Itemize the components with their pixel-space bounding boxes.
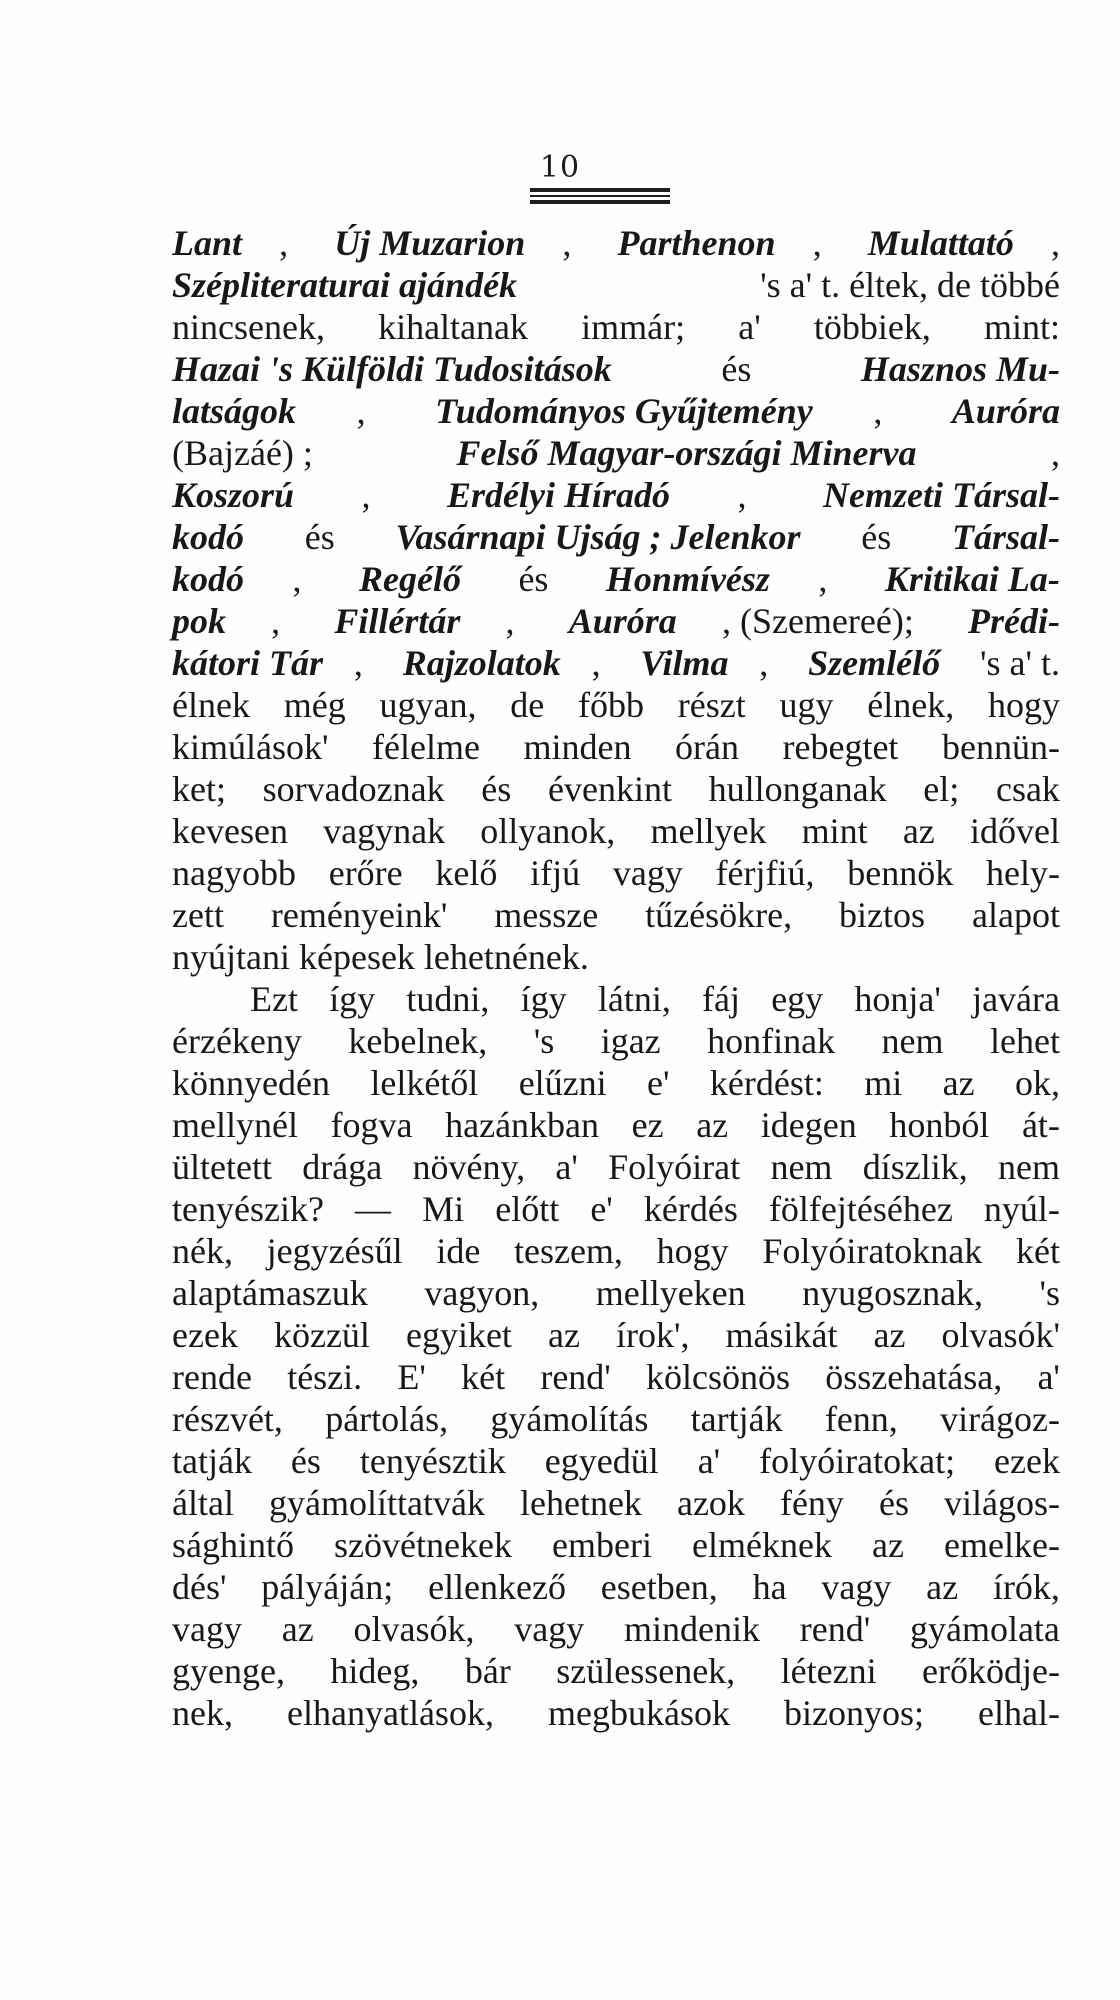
word: részt bbox=[677, 685, 746, 725]
text-segment bbox=[172, 1272, 1060, 1314]
text-segment: , bbox=[591, 643, 610, 683]
word: élnek bbox=[172, 685, 250, 725]
word: fenn, bbox=[824, 1399, 898, 1439]
word: és bbox=[481, 769, 512, 809]
header-rule bbox=[530, 195, 670, 197]
word: élnek, bbox=[867, 685, 955, 725]
text-line bbox=[172, 1566, 1060, 1608]
journal-title: pok bbox=[172, 601, 226, 641]
word: hogy bbox=[656, 1231, 729, 1271]
text-segment bbox=[172, 306, 1060, 348]
word: a' bbox=[555, 1147, 578, 1187]
word: honja' bbox=[854, 979, 941, 1019]
word: tudni, bbox=[406, 979, 490, 1019]
word: vagy bbox=[612, 853, 683, 893]
word: lelkétől bbox=[370, 1063, 479, 1103]
text-segment: , bbox=[356, 391, 375, 431]
text-segment bbox=[172, 1356, 1060, 1398]
text-segment bbox=[172, 1608, 1060, 1650]
word: — bbox=[355, 1189, 392, 1229]
journal-title: Szépliteraturai ajándék bbox=[172, 265, 518, 305]
word: részvét, bbox=[172, 1399, 283, 1439]
text-line bbox=[172, 684, 1060, 726]
text-segment bbox=[172, 726, 1060, 768]
word: Folyóiratoknak bbox=[762, 1231, 983, 1271]
word: teszem, bbox=[513, 1231, 623, 1271]
word: így bbox=[520, 979, 567, 1019]
word: hely- bbox=[985, 853, 1060, 893]
text-segment bbox=[172, 1188, 1060, 1230]
word: és bbox=[878, 1483, 909, 1523]
page-number: 10 bbox=[539, 150, 581, 185]
word: növény, bbox=[412, 1147, 526, 1187]
word: gyámolata bbox=[909, 1609, 1060, 1649]
word: tenyészik? bbox=[172, 1189, 324, 1229]
word: nagyobb bbox=[172, 853, 296, 893]
word: rend' bbox=[799, 1609, 871, 1649]
text-line bbox=[172, 852, 1060, 894]
word: így bbox=[329, 979, 376, 1019]
text-line bbox=[172, 1608, 1060, 1650]
word: emelke- bbox=[944, 1525, 1060, 1565]
journal-title: Nemzeti Társal- bbox=[823, 475, 1060, 515]
text-segment bbox=[172, 852, 1060, 894]
text-line bbox=[172, 1356, 1060, 1398]
text-line bbox=[172, 1692, 1060, 1734]
text-line bbox=[172, 768, 1060, 810]
word: ellenkező bbox=[428, 1567, 566, 1607]
journal-title: latságok bbox=[172, 391, 297, 431]
word: azok bbox=[676, 1483, 745, 1523]
text-segment: 's a' t. bbox=[970, 643, 1060, 683]
journal-title: Szemlélő bbox=[808, 643, 941, 683]
word: a' bbox=[738, 307, 761, 347]
word: nincsenek, bbox=[172, 307, 325, 347]
word: az bbox=[696, 1105, 729, 1145]
text-line bbox=[172, 558, 1060, 600]
text-segment: 's a' t. éltek, de többé bbox=[751, 265, 1060, 305]
text-line bbox=[172, 1398, 1060, 1440]
word: világos- bbox=[944, 1483, 1060, 1523]
journal-title: Honmívész bbox=[605, 559, 770, 599]
word: előtt bbox=[495, 1189, 560, 1229]
word: erőre bbox=[328, 853, 403, 893]
word: vagy bbox=[821, 1567, 892, 1607]
word: ezek bbox=[172, 1315, 238, 1355]
text-segment: , (Szemereé); bbox=[721, 601, 923, 641]
word: ha bbox=[752, 1567, 787, 1607]
word: fogva bbox=[330, 1105, 413, 1145]
journal-title: Hasznos Mu- bbox=[860, 349, 1060, 389]
text-segment: , bbox=[353, 643, 372, 683]
word: nek, bbox=[172, 1693, 233, 1733]
word: elhanyatlások, bbox=[287, 1693, 494, 1733]
word: a' bbox=[697, 1441, 721, 1481]
text-segment: (Bajzáé) ; bbox=[172, 433, 322, 473]
word: szövétnekek bbox=[334, 1525, 512, 1565]
word: nyugosznak, bbox=[802, 1273, 984, 1313]
word: Ezt bbox=[250, 979, 298, 1019]
word: ez bbox=[631, 1105, 664, 1145]
word: mint bbox=[801, 811, 868, 851]
word: e' bbox=[590, 1189, 613, 1229]
word: két bbox=[1015, 1231, 1060, 1271]
text-line bbox=[172, 978, 1060, 1020]
journal-title: Vilma bbox=[640, 643, 729, 683]
journal-title: kátori Tár bbox=[172, 643, 324, 683]
journal-title: Mulattató bbox=[867, 223, 1014, 263]
word: kebelnek, bbox=[348, 1021, 488, 1061]
text-segment bbox=[172, 1524, 1060, 1566]
text-line bbox=[172, 726, 1060, 768]
word: hideg, bbox=[330, 1651, 420, 1691]
word: hazánkban bbox=[445, 1105, 600, 1145]
word: az bbox=[873, 1315, 906, 1355]
word: honfinak bbox=[707, 1021, 836, 1061]
word: honból bbox=[889, 1105, 990, 1145]
text-segment: , bbox=[271, 601, 290, 641]
word: kölcsönös bbox=[646, 1357, 791, 1397]
word: hogy bbox=[987, 685, 1060, 725]
text-line bbox=[172, 348, 1060, 390]
text-segment bbox=[172, 1482, 1060, 1524]
word: könnyedén bbox=[172, 1063, 330, 1103]
word: fölfejtéséhez bbox=[768, 1189, 953, 1229]
word: mellyeken bbox=[595, 1273, 746, 1313]
text-segment: és bbox=[295, 517, 344, 557]
journal-title: Felső Magyar-országi Minerva bbox=[456, 433, 917, 473]
text-line bbox=[172, 1440, 1060, 1482]
word: mi bbox=[864, 1063, 903, 1103]
word: megbukások bbox=[547, 1693, 730, 1733]
word: sághintő bbox=[172, 1525, 294, 1565]
word: kérdés bbox=[643, 1189, 738, 1229]
text-segment bbox=[172, 1650, 1060, 1692]
word: pályáján; bbox=[261, 1567, 394, 1607]
word: hullonganak bbox=[708, 769, 887, 809]
text-segment: , bbox=[1050, 223, 1060, 263]
text-segment: , bbox=[505, 601, 524, 641]
word: ifjú bbox=[530, 853, 581, 893]
word: kevesen bbox=[172, 811, 288, 851]
word: esetben, bbox=[600, 1567, 718, 1607]
word: egyedül bbox=[544, 1441, 659, 1481]
word: elméknek bbox=[692, 1525, 832, 1565]
word: erőködje- bbox=[922, 1651, 1060, 1691]
word: írok', bbox=[615, 1315, 690, 1355]
word: alapot bbox=[971, 895, 1060, 935]
word: létezni bbox=[780, 1651, 877, 1691]
text-segment: nyújtani képesek lehetnének. bbox=[172, 937, 589, 977]
word: összehatása, bbox=[825, 1357, 1003, 1397]
word: nem bbox=[997, 1147, 1060, 1187]
text-line bbox=[172, 936, 1060, 978]
text-segment bbox=[172, 894, 1060, 936]
text-segment: , bbox=[279, 223, 298, 263]
word: reményeink' bbox=[270, 895, 448, 935]
word: elűzni bbox=[518, 1063, 607, 1103]
text-line bbox=[172, 390, 1060, 432]
text-segment: , bbox=[873, 391, 892, 431]
text-segment bbox=[172, 768, 1060, 810]
word: el; bbox=[923, 769, 960, 809]
word: évenkint bbox=[547, 769, 672, 809]
word: drága bbox=[302, 1147, 383, 1187]
word: biztos bbox=[839, 895, 926, 935]
word: ezek bbox=[994, 1441, 1060, 1481]
journal-title: Regélő bbox=[358, 559, 461, 599]
word: tenyésztik bbox=[359, 1441, 506, 1481]
word: minden bbox=[523, 727, 632, 767]
text-segment: és bbox=[712, 349, 761, 389]
word: idővel bbox=[969, 811, 1060, 851]
text-line bbox=[172, 1146, 1060, 1188]
word: de bbox=[510, 685, 545, 725]
word: tészi. bbox=[287, 1357, 363, 1397]
word: kihaltanak bbox=[378, 307, 529, 347]
word: E' bbox=[397, 1357, 426, 1397]
word: kelő bbox=[435, 853, 498, 893]
word: Mi bbox=[422, 1189, 465, 1229]
text-segment bbox=[172, 1146, 1060, 1188]
text-segment bbox=[172, 1104, 1060, 1146]
word: ide bbox=[436, 1231, 481, 1271]
word: dés' bbox=[172, 1567, 227, 1607]
word: szülessenek, bbox=[556, 1651, 736, 1691]
word: férjfiú, bbox=[715, 853, 815, 893]
word: és bbox=[290, 1441, 321, 1481]
word: az bbox=[281, 1609, 314, 1649]
text-segment: , bbox=[1051, 433, 1060, 473]
text-segment bbox=[172, 1314, 1060, 1356]
word: vagy bbox=[172, 1609, 242, 1649]
text-line bbox=[172, 432, 1060, 474]
journal-title: Rajzolatok bbox=[402, 643, 561, 683]
word: bennün- bbox=[941, 727, 1060, 767]
text-line bbox=[172, 516, 1060, 558]
word: fény bbox=[779, 1483, 844, 1523]
text-line bbox=[172, 474, 1060, 516]
word: jegyzésűl bbox=[266, 1231, 403, 1271]
word: idegen bbox=[760, 1105, 857, 1145]
word: még bbox=[283, 685, 346, 725]
journal-title: kodó bbox=[172, 559, 244, 599]
word: bár bbox=[464, 1651, 511, 1691]
text-segment: , bbox=[361, 475, 380, 515]
word: rende bbox=[172, 1357, 252, 1397]
word: rebegtet bbox=[782, 727, 899, 767]
text-line bbox=[172, 1104, 1060, 1146]
text-line bbox=[172, 1314, 1060, 1356]
word: érzékeny bbox=[172, 1021, 302, 1061]
word: rend' bbox=[540, 1357, 611, 1397]
text-line bbox=[172, 264, 1060, 306]
text-line bbox=[172, 1020, 1060, 1062]
text-line bbox=[172, 1230, 1060, 1272]
word: fáj bbox=[702, 979, 740, 1019]
text-segment: , bbox=[562, 223, 581, 263]
word: vagy bbox=[514, 1609, 585, 1649]
word: csak bbox=[995, 769, 1060, 809]
word: Folyóirat bbox=[608, 1147, 741, 1187]
word: kimúlások' bbox=[172, 727, 329, 767]
word: gyenge, bbox=[172, 1651, 285, 1691]
text-segment: , bbox=[818, 559, 837, 599]
text-segment bbox=[172, 684, 1060, 726]
text-line bbox=[172, 1272, 1060, 1314]
text-segment bbox=[172, 1566, 1060, 1608]
word: által bbox=[172, 1483, 234, 1523]
text-segment: és bbox=[852, 517, 901, 557]
word: lehet bbox=[989, 1021, 1060, 1061]
journal-title: Lant bbox=[172, 223, 243, 263]
word: olvasók, bbox=[353, 1609, 475, 1649]
text-segment bbox=[172, 810, 1060, 852]
word: ok, bbox=[1014, 1063, 1060, 1103]
journal-title: Fillértár bbox=[334, 601, 461, 641]
word: zett bbox=[172, 895, 224, 935]
word: főbb bbox=[577, 685, 644, 725]
journal-title: Koszorú bbox=[172, 475, 295, 515]
word: igaz bbox=[600, 1021, 661, 1061]
text-line bbox=[172, 222, 1060, 264]
word: nem bbox=[770, 1147, 833, 1187]
word: alaptámaszuk bbox=[172, 1273, 368, 1313]
text-segment bbox=[172, 1062, 1060, 1104]
word: tűzésökre, bbox=[645, 895, 793, 935]
word: ugyan, bbox=[379, 685, 477, 725]
word: mellynél bbox=[172, 1105, 298, 1145]
text-segment bbox=[172, 1020, 1060, 1062]
text-segment bbox=[172, 1692, 1060, 1734]
journal-title: Tudományos Gyűjtemény bbox=[435, 391, 813, 431]
text-line bbox=[172, 810, 1060, 852]
word: folyóiratokat; bbox=[759, 1441, 956, 1481]
word: ültetett bbox=[172, 1147, 272, 1187]
word: két bbox=[461, 1357, 506, 1397]
word: gyámolíttatvák bbox=[269, 1483, 485, 1523]
word: javára bbox=[972, 979, 1060, 1019]
journal-title: Kritikai La- bbox=[884, 559, 1060, 599]
journal-title: Auróra bbox=[568, 601, 677, 641]
word: 's bbox=[1039, 1273, 1060, 1313]
word: elhal- bbox=[978, 1693, 1060, 1733]
text-line bbox=[172, 1062, 1060, 1104]
body-text bbox=[172, 222, 1060, 1734]
text-segment bbox=[172, 1440, 1060, 1482]
word: díszlik, bbox=[862, 1147, 968, 1187]
word: ollyanok, bbox=[480, 811, 616, 851]
word: lehetnek bbox=[519, 1483, 642, 1523]
text-line bbox=[172, 642, 1060, 684]
journal-title: kodó bbox=[172, 517, 244, 557]
word: írók, bbox=[992, 1567, 1060, 1607]
word: órán bbox=[675, 727, 739, 767]
word: messze bbox=[494, 895, 599, 935]
word: ugy bbox=[779, 685, 834, 725]
text-segment: , bbox=[812, 223, 831, 263]
word: 's bbox=[533, 1021, 555, 1061]
word: át- bbox=[1021, 1105, 1060, 1145]
text-segment bbox=[172, 1230, 1060, 1272]
text-line bbox=[172, 1650, 1060, 1692]
word: egy bbox=[771, 979, 824, 1019]
word: mindenik bbox=[624, 1609, 760, 1649]
journal-title: Vasárnapi Ujság ; Jelenkor bbox=[395, 517, 801, 557]
word: az bbox=[902, 811, 935, 851]
text-line bbox=[172, 1188, 1060, 1230]
word: az bbox=[547, 1315, 580, 1355]
word: bennök bbox=[847, 853, 954, 893]
word: az bbox=[942, 1063, 975, 1103]
word: mint: bbox=[983, 307, 1060, 347]
word: bizonyos; bbox=[783, 1693, 924, 1733]
text-line bbox=[172, 1524, 1060, 1566]
word: félelme bbox=[372, 727, 480, 767]
journal-title: Új Muzarion bbox=[334, 223, 526, 263]
journal-title: Társal- bbox=[952, 517, 1060, 557]
journal-title: Prédi- bbox=[968, 601, 1060, 641]
word: nem bbox=[881, 1021, 944, 1061]
text-segment: , bbox=[759, 643, 778, 683]
text-segment bbox=[172, 1398, 1060, 1440]
word: az bbox=[926, 1567, 959, 1607]
journal-title: Erdélyi Híradó bbox=[447, 475, 671, 515]
word: sorvadoznak bbox=[262, 769, 445, 809]
text-segment: és bbox=[509, 559, 558, 599]
word: egyiket bbox=[405, 1315, 512, 1355]
word: pártolás, bbox=[325, 1399, 449, 1439]
word: másikát bbox=[725, 1315, 838, 1355]
header-rule bbox=[530, 200, 670, 204]
word: olvasók' bbox=[941, 1315, 1060, 1355]
word: emberi bbox=[552, 1525, 652, 1565]
word: a' bbox=[1037, 1357, 1060, 1397]
word: ket; bbox=[172, 769, 226, 809]
journal-title: Parthenon bbox=[617, 223, 776, 263]
text-line bbox=[172, 600, 1060, 642]
word: immár; bbox=[581, 307, 686, 347]
text-line bbox=[172, 306, 1060, 348]
journal-title: Auróra bbox=[951, 391, 1060, 431]
word: nék, bbox=[172, 1231, 233, 1271]
text-segment: , bbox=[737, 475, 756, 515]
word: látni, bbox=[597, 979, 671, 1019]
word: vagyon, bbox=[424, 1273, 540, 1313]
word: az bbox=[872, 1525, 904, 1565]
word: vagynak bbox=[323, 811, 446, 851]
word: virágoz- bbox=[940, 1399, 1060, 1439]
text-segment: , bbox=[292, 559, 311, 599]
word: tartják bbox=[690, 1399, 783, 1439]
journal-title: Hazai 's Külföldi Tudositások bbox=[172, 349, 612, 389]
word: közzül bbox=[273, 1315, 370, 1355]
header-rule bbox=[530, 188, 670, 192]
word: tatják bbox=[172, 1441, 252, 1481]
word: gyámolítás bbox=[490, 1399, 649, 1439]
word: kérdést: bbox=[709, 1063, 824, 1103]
text-line bbox=[172, 894, 1060, 936]
text-line bbox=[172, 1482, 1060, 1524]
word: e' bbox=[647, 1063, 670, 1103]
word: többiek, bbox=[813, 307, 931, 347]
word: mellyek bbox=[650, 811, 767, 851]
word: nyúl- bbox=[983, 1189, 1060, 1229]
text-segment bbox=[250, 978, 1060, 1020]
